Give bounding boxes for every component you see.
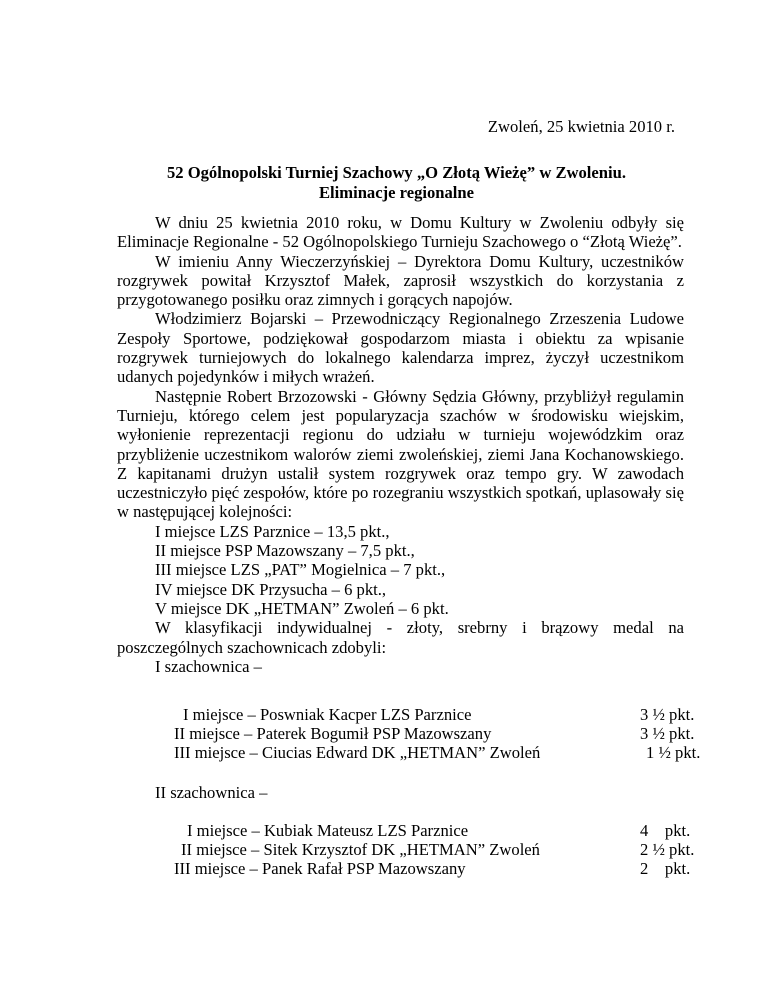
board-2-points-3: 2 pkt.: [640, 859, 691, 878]
title-line-2: Eliminacje regionalne: [318, 182, 474, 202]
board-label: I szachownica –: [155, 656, 262, 676]
board-1-result-3: III miejsce – Ciucias Edward DK „HETMAN” Zwoleń: [174, 743, 541, 762]
board-2-result-2: II miejsce – Sitek Krzysztof DK „HETMAN” Zwoleń: [181, 840, 540, 859]
board-2-result-1: I miejsce – Kubiak Mateusz LZS Parznice: [187, 821, 469, 840]
paragraph: Następnie Robert Brzozowski - Główny Sędzia Główny, przybliżył regulamin Turnieju, którego celem jest popularyzacja szachów w środowisku wiejskim, wyłonienie reprezentacji regionu do udziału w turnieju wojewódzkim oraz przybliżenie uczestnikom walorów ziemi zwoleńskiej, ziemi Jana Kochanowskiego. Z kapitanami drużyn ustalił system rozgrywek oraz tempo gry. W zawodach uczestniczyło pięć zespołów, które po rozegraniu wszystkich spotkań, uplasowały się w następującej kolejności:: [117, 386, 684, 522]
board-2-label: II szachownica –: [155, 783, 268, 802]
paragraph: W imieniu Anny Wieczerzyńskiej – Dyrektora Domu Kultury, uczestników rozgrywek powitał Krzysztof Małek, zaprosił wszystkich do korzystania z przygotowanego posiłku oraz zimnych i gorących napojów.: [117, 251, 684, 310]
board-1-result-1: I miejsce – Poswniak Kacper LZS Parznice: [183, 705, 472, 724]
board-1-points-1: 3 ½ pkt.: [640, 705, 695, 724]
board-2-points-2: 2 ½ pkt.: [640, 840, 695, 859]
paragraph: Włodzimierz Bojarski – Przewodniczący Regionalnego Zrzeszenia Ludowe Zespoły Sportowe, podziękował gospodarzom miasta i obiektu za wpisanie rozgrywek turniejowych do lokalnego kalendarza imprez, życzył uczestnikom udanych pojedynków i miłych wrażeń.: [117, 309, 684, 387]
board-2-points-1: 4 pkt.: [640, 821, 691, 840]
team-result: II miejsce PSP Mazowszany – 7,5 pkt.,: [155, 541, 415, 561]
title-line-1: 52 Ogólnopolski Turniej Szachowy „O Złotą Wieżę” w Zwoleniu.: [166, 163, 626, 182]
team-result: V miejsce DK „HETMAN” Zwoleń – 6 pkt.: [155, 598, 449, 618]
board-1-points-2: 3 ½ pkt.: [640, 724, 695, 743]
board-1-points-3: 1 ½ pkt.: [646, 743, 701, 762]
team-result: I miejsce LZS Parznice – 13,5 pkt.,: [155, 521, 390, 541]
team-result: IV miejsce DK Przysucha – 6 pkt.,: [155, 579, 387, 599]
individual-intro: W klasyfikacji indywidualnej - złoty, srebrny i brązowy medal na poszczególnych szachownicach zdobyli:: [117, 618, 684, 657]
document-body: [117, 213, 684, 676]
board-1-result-2: II miejsce – Paterek Bogumił PSP Mazowszany: [174, 724, 492, 743]
document-title: [117, 163, 676, 202]
team-result: III miejsce LZS „PAT” Mogielnica – 7 pkt.,: [155, 560, 446, 580]
document-date: Zwoleń, 25 kwietnia 2010 r.: [487, 117, 675, 136]
paragraph: W dniu 25 kwietnia 2010 roku, w Domu Kultury w Zwoleniu odbyły się Eliminacje Regionalne - 52 Ogólnopolskiego Turnieju Szachowego o “Złotą Wieżę”.: [117, 213, 684, 252]
board-2-result-3: III miejsce – Panek Rafał PSP Mazowszany: [174, 859, 466, 878]
